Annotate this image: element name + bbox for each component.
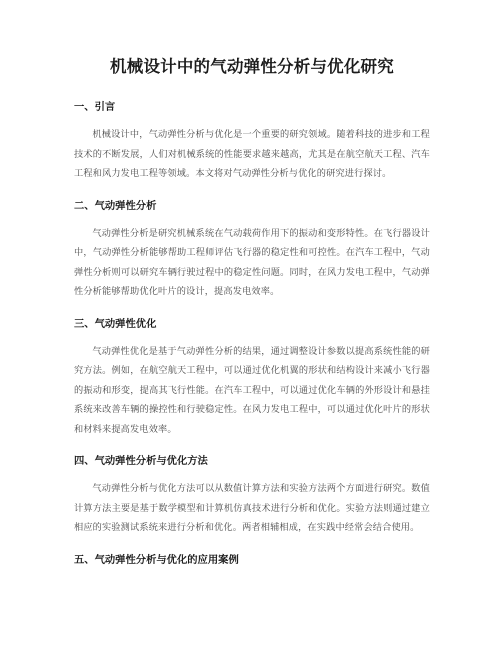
section-introduction <box>74 100 430 184</box>
section-methods <box>74 454 430 538</box>
section-paragraph: 气动弹性优化是基于气动弹性分析的结果，通过调整设计参数以提高系统性能的研究方法。例如，在航空航天工程中，可以通过优化机翼的形状和结构设计来减小飞行器的振动和形变，提高其飞行性能。在汽车工程中，可以通过优化车辆的外形设计和悬挂系统来改善车辆的操控性和行驶稳定性。在风力发电工程中，可以通过优化叶片的形状和材料来提高发电效率。 <box>74 345 430 435</box>
section-heading: 三、气动弹性优化 <box>74 317 157 330</box>
section-aeroelastic-optimization <box>74 317 430 440</box>
section-application-cases <box>74 553 430 567</box>
section-paragraph: 气动弹性分析与优化方法可以从数值计算方法和实验方法两个方面进行研究。数值计算方法主要是基于数学模型和计算机仿真技术进行分析和优化。实验方法则通过建立相应的实验测试系统来进行分析和优化。两者相辅相成，在实践中经常会结合使用。 <box>74 483 430 533</box>
section-heading: 二、气动弹性分析 <box>74 199 157 212</box>
section-aeroelastic-analysis <box>74 199 430 302</box>
section-heading: 一、引言 <box>74 101 116 113</box>
document-title: 机械设计中的气动弹性分析与优化研究 <box>110 57 394 76</box>
section-heading: 四、气动弹性分析与优化方法 <box>74 455 208 467</box>
section-paragraph: 机械设计中，气动弹性分析与优化是一个重要的研究领域。随着科技的进步和工程技术的不断发展，人们对机械系统的性能要求越来越高，尤其是在航空航天工程、汽车工程和风力发电工程等领域。本文将对气动弹性分析与优化的研究进行探讨。 <box>74 129 430 179</box>
section-heading: 五、气动弹性分析与优化的应用案例 <box>74 553 239 566</box>
section-paragraph: 气动弹性分析是研究机械系统在气动载荷作用下的振动和变形特性。在飞行器设计中，气动弹性分析能够帮助工程师评估飞行器的稳定性和可控性。在汽车工程中，气动弹性分析则可以研究车辆行驶过程中的稳定性问题。同时，在风力发电工程中，气动弹性分析能够帮助优化叶片的设计，提高发电效率。 <box>74 227 430 297</box>
